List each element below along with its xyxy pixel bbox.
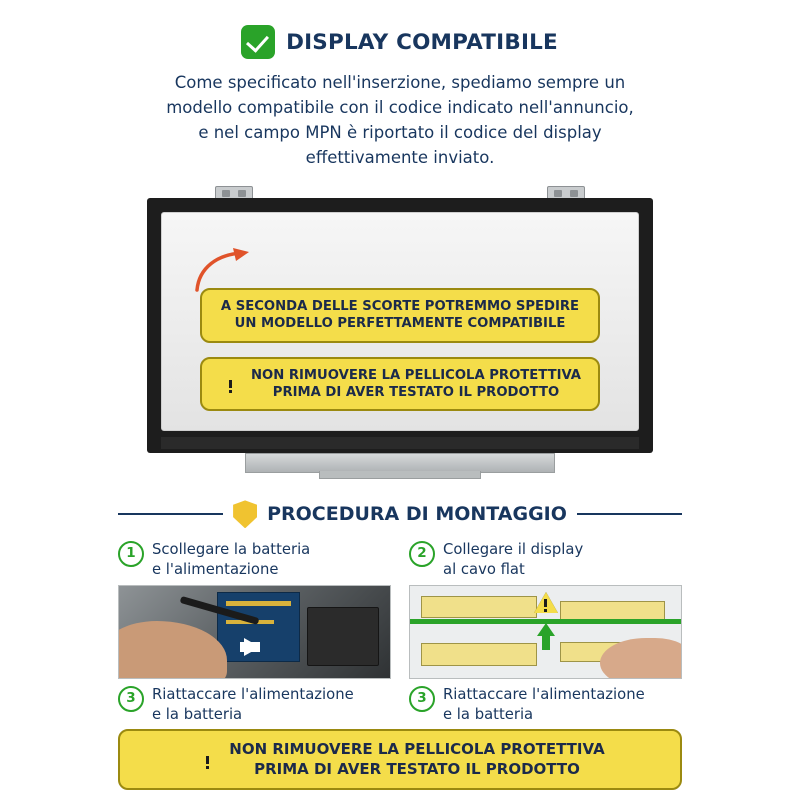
procedure-steps — [118, 540, 682, 724]
procedure-title: PROCEDURA DI MONTAGGIO — [267, 503, 567, 526]
step-4-line-2: e la batteria — [443, 705, 534, 723]
footer-line-2: PRIMA DI AVER TESTATO IL PRODOTTO — [254, 759, 580, 778]
intro-line-3: e nel campo MPN è riportato il codice del display — [198, 123, 602, 143]
panel-bottom-strip — [161, 437, 639, 449]
step-2-line-1: Collegare il display — [443, 541, 584, 559]
callout-film-warning — [200, 357, 600, 411]
callout-stock-line-2: UN MODELLO PERFETTAMENTE COMPATIBILE — [234, 316, 566, 332]
step-2-label — [409, 540, 682, 579]
intro-line-2: modello compatibile con il codice indicato nell'annuncio, — [166, 98, 634, 118]
step-3-line-1: Riattaccare l'alimentazione — [152, 686, 354, 704]
header — [112, 0, 688, 58]
panel-connector-strip — [245, 453, 555, 473]
intro-line-4: effettivamente inviato. — [305, 148, 495, 168]
divider-right — [577, 513, 682, 515]
warning-triangle-icon — [219, 373, 243, 394]
divider-left — [118, 513, 223, 515]
step-1-photo — [118, 585, 391, 679]
content-column — [112, 0, 688, 800]
step-1-number: 1 — [118, 541, 144, 567]
callout-film-line-2: PRIMA DI AVER TESTATO IL PRODOTTO — [272, 384, 560, 400]
step-2-number: 2 — [409, 541, 435, 567]
step-3-line-2: e la batteria — [152, 705, 243, 723]
step-3-label — [118, 685, 391, 724]
shield-icon — [233, 500, 257, 528]
step-1-line-1: Scollegare la batteria — [152, 541, 311, 559]
curved-arrow-icon — [191, 246, 261, 292]
step-1-label — [118, 540, 391, 579]
step-3-number: 3 — [118, 686, 144, 712]
intro-paragraph — [120, 70, 680, 170]
step-1-line-2: e l'alimentazione — [152, 560, 279, 578]
green-up-arrow-icon — [537, 623, 555, 636]
footer-warning-triangle-icon — [195, 749, 219, 770]
callout-stock-line-1: A SECONDA DELLE SCORTE POTREMMO SPEDIRE — [220, 299, 580, 315]
step-4-label — [409, 685, 682, 724]
white-arrow-icon — [244, 638, 260, 656]
footer-warning-banner — [118, 729, 682, 790]
right-margin — [688, 0, 800, 800]
check-badge-icon — [242, 26, 274, 58]
step-2-line-2: al cavo flat — [443, 560, 525, 578]
display-panel-illustration — [147, 186, 653, 486]
intro-line-1: Come specificato nell'inserzione, spediamo sempre un — [174, 73, 626, 92]
mini-warning-triangle-icon — [534, 592, 558, 613]
panel-callouts — [200, 288, 600, 411]
step-2-photo — [409, 585, 682, 679]
footer-line-1: NON RIMUOVERE LA PELLICOLA PROTETTIVA — [229, 740, 605, 758]
step-4-number: 3 — [409, 686, 435, 712]
page-title: DISPLAY COMPATIBILE — [286, 29, 558, 55]
callout-stock-notice — [200, 288, 600, 342]
step-4-line-1: Riattaccare l'alimentazione — [443, 686, 645, 704]
left-margin — [0, 0, 112, 800]
callout-film-line-1: NON RIMUOVERE LA PELLICOLA PROTETTIVA — [250, 367, 582, 383]
procedure-header — [118, 500, 682, 528]
